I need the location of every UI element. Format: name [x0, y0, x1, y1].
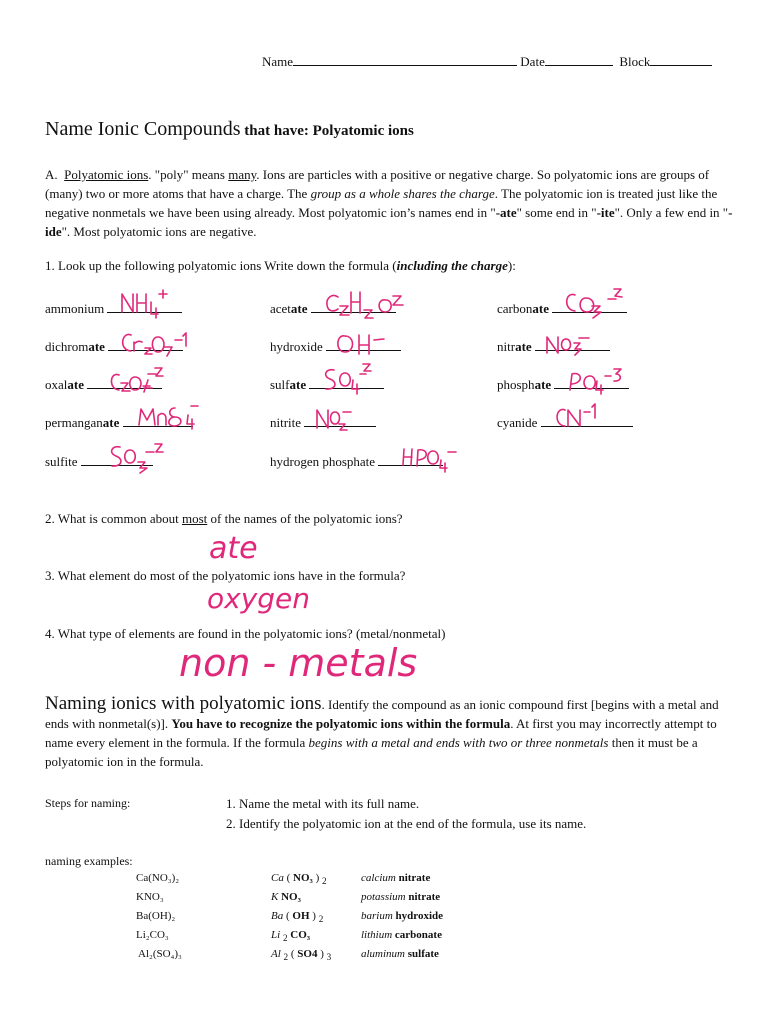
ion-label: hydroxide — [270, 339, 323, 354]
breakdown-paren-close: ) — [320, 948, 324, 960]
date-label: Date — [520, 54, 545, 69]
text-span: . Identify the compound as an ionic compound first [begins with a metal and ends with nonmetal(s)]. — [45, 697, 719, 731]
q3-text: 3. What element do most of the polyatomic ions have in the formula? — [45, 568, 406, 583]
ion-acetate — [270, 299, 396, 317]
ion-nitrite — [270, 413, 376, 431]
example-formula: KNO₃ — [136, 891, 164, 903]
breakdown-metal-subscript: 2 — [282, 933, 288, 944]
text-span: ". Only a few end in " — [614, 205, 729, 220]
ion-phosphate — [497, 375, 629, 393]
breakdown-metal: Ba — [271, 910, 284, 922]
example-breakdown — [271, 891, 301, 903]
breakdown-ion-subscript: 3 — [326, 952, 332, 963]
q4-text: 4. What type of elements are found in the polyatomic ions? (metal/nonmetal) — [45, 626, 446, 641]
name-label: Name — [262, 54, 294, 69]
ion-hydrogen-phosphate — [270, 452, 443, 470]
header-line — [262, 52, 712, 70]
section-a-paragraph — [45, 165, 735, 241]
breakdown-paren-open: ( — [285, 910, 290, 922]
ion-name: carbonate — [394, 929, 442, 941]
ion-label: carbon — [497, 301, 533, 316]
metal-name: aluminum — [361, 948, 405, 960]
ion-cyanide — [497, 413, 633, 431]
naming-heading: Naming ionics with polyatomic ions — [45, 693, 322, 714]
ion-ammonium — [45, 299, 182, 317]
many-term: many — [228, 167, 257, 182]
breakdown-ion: OH — [292, 910, 310, 922]
section-a-prefix: A. — [45, 167, 58, 182]
breakdown-metal-subscript: 2 — [283, 952, 289, 963]
breakdown-paren-open: ( — [286, 872, 291, 884]
answer-blank[interactable] — [87, 375, 162, 389]
ide-ending: -ide — [45, 205, 733, 239]
ion-label: oxal — [45, 377, 68, 392]
metal-name: calcium — [361, 872, 396, 884]
breakdown-ion: NO₃ — [281, 891, 301, 903]
ion-label: hydrogen phosphate — [270, 454, 376, 469]
q2-answer-text: ate — [209, 531, 258, 566]
polyatomic-ions-term: Polyatomic ions — [64, 167, 149, 182]
answer-blank[interactable] — [107, 299, 182, 313]
example-formula: Al₂(SO₄)₃ — [138, 948, 182, 960]
block-blank[interactable] — [650, 52, 712, 66]
date-blank[interactable] — [545, 52, 613, 66]
breakdown-paren-close: ) — [312, 910, 316, 922]
ion-sulfate — [270, 375, 384, 393]
recognize-ions-emphasis: You have to recognize the polyatomic ions within the formula — [171, 716, 511, 731]
ion-label: sulf — [270, 377, 290, 392]
example-name — [361, 891, 440, 903]
ion-dichromate — [45, 337, 183, 355]
ion-carbonate — [497, 299, 627, 317]
ite-ending: -ite — [596, 205, 615, 220]
text-span: . "poly" means — [148, 167, 229, 182]
text-span: ". Most polyatomic ions are negative. — [61, 224, 257, 239]
page-title — [45, 118, 414, 141]
steps-label: Steps for naming: — [45, 796, 131, 810]
example-formula: Li₂CO₃ — [136, 929, 169, 941]
breakdown-metal: Ca — [271, 872, 284, 884]
ion-label: nitr — [497, 339, 516, 354]
answer-blank[interactable] — [309, 375, 384, 389]
breakdown-metal: Al — [271, 948, 281, 960]
ion-ending: ate — [534, 377, 552, 392]
handwritten-answer-q2 — [205, 528, 305, 568]
breakdown-ion: SO4 — [297, 948, 318, 960]
q4-answer-text: non - metals — [179, 641, 418, 685]
q2-prefix: 2. What is common about — [45, 511, 182, 526]
q3-answer-text: oxygen — [207, 582, 311, 615]
metal-name: lithium — [361, 929, 393, 941]
ion-permanganate — [45, 413, 193, 431]
block-label: Block — [619, 54, 651, 69]
example-breakdown — [271, 948, 331, 962]
step-1: 1. Name the metal with its full name. — [226, 796, 420, 811]
ion-sulfite — [45, 452, 153, 470]
text-span: then it must be a polyatomic ion in the formula. — [45, 735, 698, 769]
ate-ending: -ate — [495, 205, 517, 220]
ion-name: sulfate — [407, 948, 439, 960]
metal-name: barium — [361, 910, 393, 922]
example-name — [361, 929, 442, 941]
example-name — [361, 872, 430, 884]
example-name — [361, 948, 439, 960]
example-name — [361, 910, 443, 922]
example-breakdown — [271, 872, 327, 886]
question-2 — [45, 511, 403, 527]
ion-ending: ate — [102, 415, 120, 430]
answer-blank[interactable] — [108, 337, 183, 351]
ion-label: phosph — [497, 377, 535, 392]
ion-ending: ate — [290, 301, 308, 316]
step-2: 2. Identify the polyatomic ion at the end of the formula, use its name. — [226, 816, 587, 831]
answer-blank[interactable] — [123, 413, 193, 427]
title-main: Name Ionic Compounds — [45, 118, 241, 140]
metal-name: potassium — [361, 891, 406, 903]
text-span: . The polyatomic ion is treated just like the negative nonmetals we have been using already. Most polyatomic ion’s names end in " — [45, 186, 718, 220]
breakdown-ion: NO₃ — [293, 872, 313, 884]
answer-blank[interactable] — [326, 337, 401, 351]
example-breakdown — [271, 910, 323, 924]
breakdown-paren-open: ( — [290, 948, 295, 960]
ion-name: hydroxide — [395, 910, 444, 922]
answer-blank[interactable] — [304, 413, 376, 427]
ion-ending: ate — [532, 301, 549, 316]
breakdown-ion: CO₃ — [290, 929, 311, 941]
ion-ending: ate — [88, 339, 105, 354]
ion-nitrate — [497, 337, 610, 355]
breakdown-ion-subscript: 2 — [318, 914, 324, 925]
q1-emphasis: including the charge — [396, 258, 508, 273]
breakdown-paren-close: ) — [315, 872, 320, 884]
answer-blank[interactable] — [535, 337, 610, 351]
example-breakdown — [271, 929, 310, 943]
breakdown-metal: Li — [271, 929, 281, 941]
ion-ending: ate — [515, 339, 532, 354]
handwritten-answer-q3 — [205, 580, 345, 620]
question-4 — [45, 626, 445, 642]
ion-label: cyanide — [497, 415, 538, 430]
example-formula: Ba(OH)₂ — [136, 910, 176, 922]
ion-hydroxide — [270, 337, 401, 355]
text-span: " some end in " — [516, 205, 597, 220]
ion-name: nitrate — [398, 872, 431, 884]
ion-label: nitrite — [270, 415, 302, 430]
ion-label: dichrom — [45, 339, 89, 354]
title-sub: that have: Polyatomic ions — [240, 123, 414, 139]
text-span: . Ions are particles with a positive or negative charge. So polyatomic ions are groups of (many) two or more atoms that have a charge. The — [45, 167, 710, 201]
q1-prefix: 1. Look up the following polyatomic ions Write down the formula ( — [45, 258, 397, 273]
breakdown-metal: K — [271, 891, 279, 903]
name-blank[interactable] — [293, 52, 517, 66]
breakdown-ion-subscript: 2 — [322, 876, 327, 887]
q2-suffix: of the names of the polyatomic ions? — [207, 511, 403, 526]
question-3 — [45, 568, 405, 584]
question-1 — [45, 258, 516, 274]
ion-label: permangan — [45, 415, 103, 430]
answer-blank[interactable] — [541, 413, 633, 427]
answer-blank[interactable] — [81, 452, 153, 466]
naming-section-paragraph — [45, 694, 735, 771]
ion-ending: ate — [67, 377, 84, 392]
ion-oxalate — [45, 375, 162, 393]
answer-blank[interactable] — [378, 452, 443, 466]
begins-with-metal-emphasis: begins with a metal and ends with two or three nonmetals — [308, 735, 609, 750]
group-shares-charge: group as a whole shares the charge — [310, 186, 495, 201]
q2-emphasis: most — [181, 511, 208, 526]
ion-label: acet — [270, 301, 291, 316]
ion-label: ammonium — [45, 301, 105, 316]
example-formula: Ca(NO₃)₂ — [136, 872, 180, 884]
answer-blank[interactable] — [554, 375, 629, 389]
examples-label: naming examples: — [45, 854, 133, 868]
answer-blank[interactable] — [552, 299, 627, 313]
q1-suffix: ): — [507, 258, 516, 273]
ion-label: sulfite — [45, 454, 78, 469]
answer-blank[interactable] — [311, 299, 396, 313]
ion-ending: ate — [289, 377, 307, 392]
text-span: . At first you may incorrectly attempt to name every element in the formula. If the formula — [45, 716, 717, 750]
ion-name: nitrate — [408, 891, 441, 903]
handwritten-answer-q4 — [175, 640, 475, 690]
